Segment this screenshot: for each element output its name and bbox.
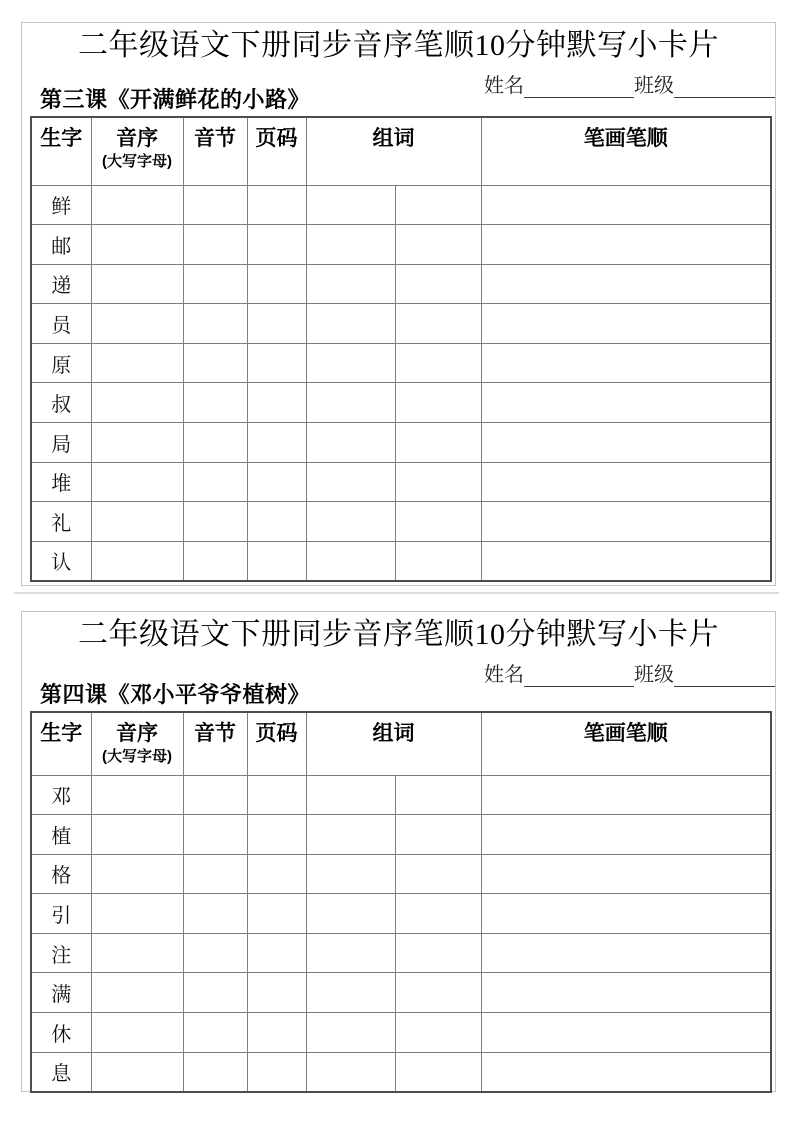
stroke-order-blank-cell <box>481 894 771 934</box>
new-character-cell: 满 <box>31 973 91 1013</box>
table-row <box>31 225 771 265</box>
table-row <box>31 894 771 934</box>
syllable-blank-cell <box>183 1052 247 1092</box>
words-blank-cell-2 <box>395 264 481 304</box>
syllable-blank-cell <box>183 502 247 542</box>
initial-blank-cell <box>91 462 183 502</box>
new-character-cell: 格 <box>31 854 91 894</box>
initial-blank-cell <box>91 815 183 855</box>
name-class-line <box>484 658 775 687</box>
header-page-number: 页码 <box>247 712 306 775</box>
card-meta-row <box>22 653 775 711</box>
words-blank-cell-1 <box>306 1013 395 1053</box>
new-character-cell: 息 <box>31 1052 91 1092</box>
initial-blank-cell <box>91 502 183 542</box>
syllable-blank-cell <box>183 775 247 815</box>
syllable-blank-cell <box>183 894 247 934</box>
words-blank-cell-1 <box>306 462 395 502</box>
name-class-line <box>484 69 775 98</box>
syllable-blank-cell <box>183 383 247 423</box>
name-blank-line <box>524 667 634 687</box>
dictation-table <box>30 711 772 1093</box>
card-title: 二年级语文下册同步音序笔顺10分钟默写小卡片 <box>78 618 719 651</box>
new-character-cell: 认 <box>31 541 91 581</box>
new-character-cell: 员 <box>31 304 91 344</box>
syllable-blank-cell <box>183 815 247 855</box>
page-blank-cell <box>247 502 306 542</box>
syllable-blank-cell <box>183 1013 247 1053</box>
stroke-order-blank-cell <box>481 304 771 344</box>
new-character-cell: 休 <box>31 1013 91 1053</box>
header-syllable: 音节 <box>183 712 247 775</box>
name-label: 姓名 <box>484 664 524 686</box>
table-row <box>31 1013 771 1053</box>
header-stroke-order: 笔画笔顺 <box>481 712 771 775</box>
stroke-order-blank-cell <box>481 343 771 383</box>
worksheet-card-1 <box>21 22 776 586</box>
new-character-cell: 邓 <box>31 775 91 815</box>
syllable-blank-cell <box>183 462 247 502</box>
new-character-cell: 鲜 <box>31 185 91 225</box>
syllable-blank-cell <box>183 343 247 383</box>
words-blank-cell-1 <box>306 933 395 973</box>
table-header-row <box>31 117 771 185</box>
words-blank-cell-2 <box>395 462 481 502</box>
words-blank-cell-1 <box>306 775 395 815</box>
words-blank-cell-2 <box>395 775 481 815</box>
class-label: 班级 <box>634 664 674 686</box>
page-blank-cell <box>247 973 306 1013</box>
initial-blank-cell <box>91 1052 183 1092</box>
stroke-order-blank-cell <box>481 854 771 894</box>
words-blank-cell-1 <box>306 264 395 304</box>
words-blank-cell-2 <box>395 933 481 973</box>
words-blank-cell-1 <box>306 815 395 855</box>
table-row <box>31 185 771 225</box>
table-row <box>31 462 771 502</box>
page-blank-cell <box>247 225 306 265</box>
syllable-blank-cell <box>183 541 247 581</box>
lesson-heading: 第三课《开满鲜花的小路》 <box>40 87 311 112</box>
page-blank-cell <box>247 541 306 581</box>
stroke-order-blank-cell <box>481 775 771 815</box>
words-blank-cell-2 <box>395 343 481 383</box>
initial-blank-cell <box>91 894 183 934</box>
new-character-cell: 礼 <box>31 502 91 542</box>
words-blank-cell-2 <box>395 502 481 542</box>
table-row <box>31 775 771 815</box>
stroke-order-blank-cell <box>481 423 771 463</box>
syllable-blank-cell <box>183 264 247 304</box>
words-blank-cell-2 <box>395 304 481 344</box>
initial-blank-cell <box>91 264 183 304</box>
new-character-cell: 局 <box>31 423 91 463</box>
page-blank-cell <box>247 383 306 423</box>
header-initial <box>91 117 183 185</box>
worksheet-card-2 <box>21 611 776 1092</box>
card-meta-row <box>22 64 775 116</box>
words-blank-cell-2 <box>395 815 481 855</box>
words-blank-cell-1 <box>306 185 395 225</box>
table-row <box>31 815 771 855</box>
name-label: 姓名 <box>484 75 524 97</box>
page-blank-cell <box>247 304 306 344</box>
page-blank-cell <box>247 854 306 894</box>
page-blank-cell <box>247 1013 306 1053</box>
header-initial-label: 音序 <box>116 722 158 745</box>
initial-blank-cell <box>91 304 183 344</box>
stroke-order-blank-cell <box>481 383 771 423</box>
initial-blank-cell <box>91 225 183 265</box>
table-header-row <box>31 712 771 775</box>
syllable-blank-cell <box>183 304 247 344</box>
table-row <box>31 854 771 894</box>
initial-blank-cell <box>91 383 183 423</box>
stroke-order-blank-cell <box>481 264 771 304</box>
new-character-cell: 堆 <box>31 462 91 502</box>
card-title: 二年级语文下册同步音序笔顺10分钟默写小卡片 <box>78 29 719 62</box>
page-blank-cell <box>247 462 306 502</box>
initial-blank-cell <box>91 854 183 894</box>
new-character-cell: 叔 <box>31 383 91 423</box>
header-words: 组词 <box>306 117 481 185</box>
stroke-order-blank-cell <box>481 1052 771 1092</box>
words-blank-cell-2 <box>395 225 481 265</box>
page-blank-cell <box>247 1052 306 1092</box>
page-blank-cell <box>247 264 306 304</box>
words-blank-cell-1 <box>306 304 395 344</box>
stroke-order-blank-cell <box>481 815 771 855</box>
words-blank-cell-1 <box>306 343 395 383</box>
dictation-table <box>30 116 772 582</box>
header-initial <box>91 712 183 775</box>
words-blank-cell-1 <box>306 383 395 423</box>
words-blank-cell-2 <box>395 1013 481 1053</box>
stroke-order-blank-cell <box>481 185 771 225</box>
words-blank-cell-2 <box>395 1052 481 1092</box>
page-blank-cell <box>247 815 306 855</box>
new-character-cell: 引 <box>31 894 91 934</box>
words-blank-cell-1 <box>306 854 395 894</box>
syllable-blank-cell <box>183 225 247 265</box>
new-character-cell: 邮 <box>31 225 91 265</box>
initial-blank-cell <box>91 973 183 1013</box>
table-row <box>31 423 771 463</box>
class-blank-line <box>674 78 775 98</box>
words-blank-cell-2 <box>395 383 481 423</box>
initial-blank-cell <box>91 423 183 463</box>
header-words: 组词 <box>306 712 481 775</box>
initial-blank-cell <box>91 541 183 581</box>
table-row <box>31 343 771 383</box>
table-row <box>31 1052 771 1092</box>
words-blank-cell-2 <box>395 423 481 463</box>
words-blank-cell-2 <box>395 541 481 581</box>
stroke-order-blank-cell <box>481 541 771 581</box>
syllable-blank-cell <box>183 185 247 225</box>
new-character-cell: 注 <box>31 933 91 973</box>
table-row <box>31 933 771 973</box>
header-page-number: 页码 <box>247 117 306 185</box>
new-character-cell: 递 <box>31 264 91 304</box>
table-row <box>31 541 771 581</box>
page-blank-cell <box>247 933 306 973</box>
header-initial-label: 音序 <box>116 127 158 150</box>
words-blank-cell-1 <box>306 423 395 463</box>
words-blank-cell-2 <box>395 854 481 894</box>
words-blank-cell-1 <box>306 1052 395 1092</box>
new-character-cell: 原 <box>31 343 91 383</box>
header-character: 生字 <box>31 712 91 775</box>
page-blank-cell <box>247 185 306 225</box>
words-blank-cell-2 <box>395 894 481 934</box>
table-row <box>31 383 771 423</box>
page-blank-cell <box>247 423 306 463</box>
name-blank-line <box>524 78 634 98</box>
words-blank-cell-1 <box>306 973 395 1013</box>
initial-blank-cell <box>91 185 183 225</box>
syllable-blank-cell <box>183 423 247 463</box>
header-initial-note: (大写字母) <box>102 153 172 170</box>
stroke-order-blank-cell <box>481 502 771 542</box>
words-blank-cell-2 <box>395 185 481 225</box>
words-blank-cell-1 <box>306 502 395 542</box>
initial-blank-cell <box>91 775 183 815</box>
table-row <box>31 502 771 542</box>
syllable-blank-cell <box>183 933 247 973</box>
table-row <box>31 264 771 304</box>
header-syllable: 音节 <box>183 117 247 185</box>
header-initial-note: (大写字母) <box>102 748 172 765</box>
header-stroke-order: 笔画笔顺 <box>481 117 771 185</box>
class-label: 班级 <box>634 75 674 97</box>
stroke-order-blank-cell <box>481 933 771 973</box>
table-row <box>31 304 771 344</box>
class-blank-line <box>674 667 775 687</box>
words-blank-cell-1 <box>306 894 395 934</box>
stroke-order-blank-cell <box>481 462 771 502</box>
syllable-blank-cell <box>183 854 247 894</box>
stroke-order-blank-cell <box>481 225 771 265</box>
words-blank-cell-2 <box>395 973 481 1013</box>
cards-divider <box>14 592 779 594</box>
stroke-order-blank-cell <box>481 973 771 1013</box>
table-row <box>31 973 771 1013</box>
lesson-heading: 第四课《邓小平爷爷植树》 <box>40 682 311 707</box>
syllable-blank-cell <box>183 973 247 1013</box>
new-character-cell: 植 <box>31 815 91 855</box>
words-blank-cell-1 <box>306 225 395 265</box>
words-blank-cell-1 <box>306 541 395 581</box>
page-blank-cell <box>247 894 306 934</box>
header-character: 生字 <box>31 117 91 185</box>
page-blank-cell <box>247 343 306 383</box>
initial-blank-cell <box>91 933 183 973</box>
initial-blank-cell <box>91 343 183 383</box>
stroke-order-blank-cell <box>481 1013 771 1053</box>
page-blank-cell <box>247 775 306 815</box>
initial-blank-cell <box>91 1013 183 1053</box>
